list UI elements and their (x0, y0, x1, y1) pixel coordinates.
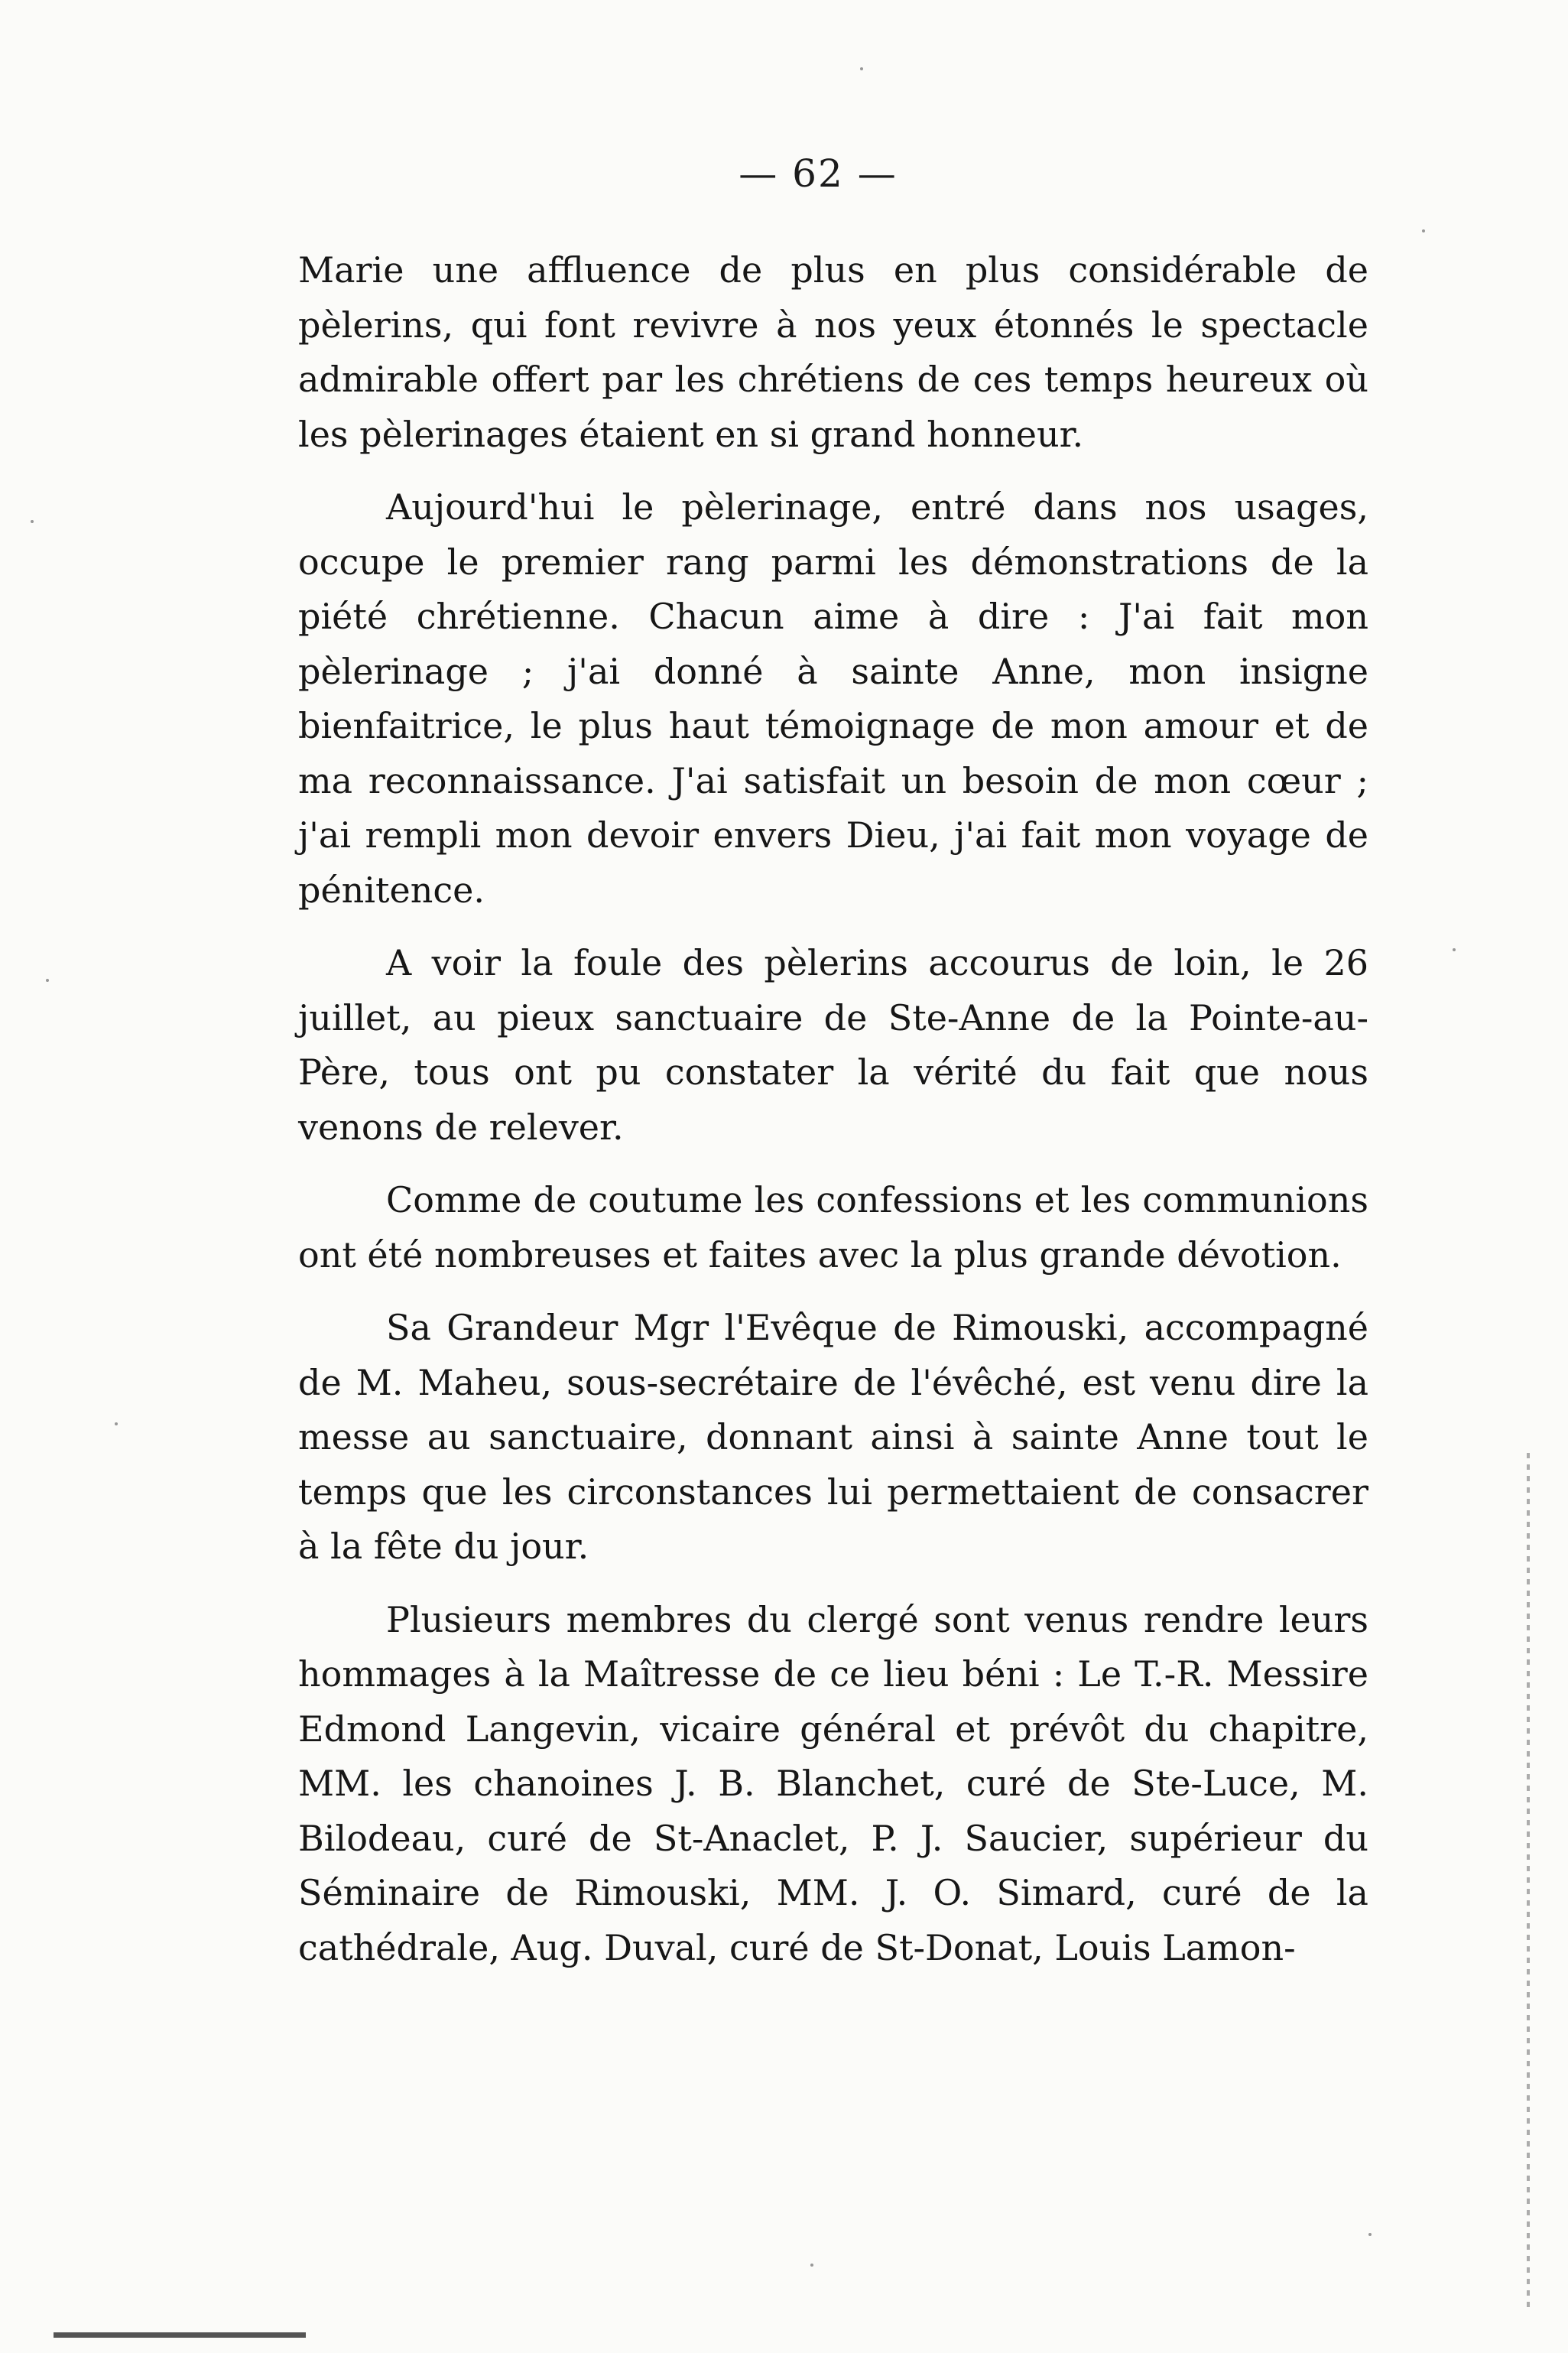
body-text (298, 243, 1368, 1975)
paper-speck (1422, 229, 1425, 232)
paragraph-4: Comme de coutume les confessions et les communions ont été nombreuses et faites avec la plus grande dévotion. (298, 1179, 1368, 1276)
bottom-edge-mark (54, 2332, 306, 2338)
paper-speck (1368, 2233, 1372, 2236)
page-number: — 62 — (739, 151, 898, 196)
paragraph-1: Marie une affluence de plus en plus considérable de pèlerins, qui font revivre à nos yeux étonnés le spectacle admirable offert par les chrétiens de ces temps heureux où les pèlerinages étaient en si grand honneur. (298, 249, 1368, 455)
paragraph-2: Aujourd'hui le pèlerinage, entré dans nos usages, occupe le premier rang parmi les démonstrations de la piété chrétienne. Chacun aime à dire : J'ai fait mon pèlerinage ; j'ai donné à sainte Anne, mon insigne bienfaitrice, le plus haut témoignage de mon amour et de ma reconnaissance. J'ai satisfait un besoin de mon cœur ; j'ai rempli mon devoir envers Dieu, j'ai fait mon voyage de pénitence. (298, 486, 1368, 911)
page-edge-binding-mark (1527, 1453, 1530, 2309)
paragraph-5: Sa Grandeur Mgr l'Evêque de Rimouski, accompagné de M. Maheu, sous-secrétaire de l'évêché, est venu dire la messe au sanctuaire, donnant ainsi à sainte Anne tout le temps que les circonstances lui permettaient de consacrer à la fête du jour. (298, 1307, 1368, 1567)
paragraph-6: Plusieurs membres du clergé sont venus rendre leurs hommages à la Maîtresse de ce lieu béni : Le T.-R. Messire Edmond Langevin, vicaire général et prévôt du chapitre, MM. les chanoines J. B. Blanchet, curé de Ste-Luce, M. Bilodeau, curé de St-Anaclet, P. J. Saucier, supérieur du Séminaire de Rimouski, MM. J. O. Simard, curé de la cathédrale, Aug. Duval, curé de St-Donat, Louis Lamon- (298, 1598, 1368, 1968)
paper-speck (860, 67, 863, 70)
paragraph-3: A voir la foule des pèlerins accourus de loin, le 26 juillet, au pieux sanctuaire de Ste-Anne de la Pointe-au-Père, tous ont pu constater la vérité du fait que nous venons de relever. (298, 942, 1368, 1148)
paper-speck (31, 520, 34, 523)
paper-speck (46, 979, 49, 982)
paper-speck (1453, 948, 1456, 951)
paper-speck (810, 2264, 813, 2267)
paper-speck (115, 1422, 118, 1425)
